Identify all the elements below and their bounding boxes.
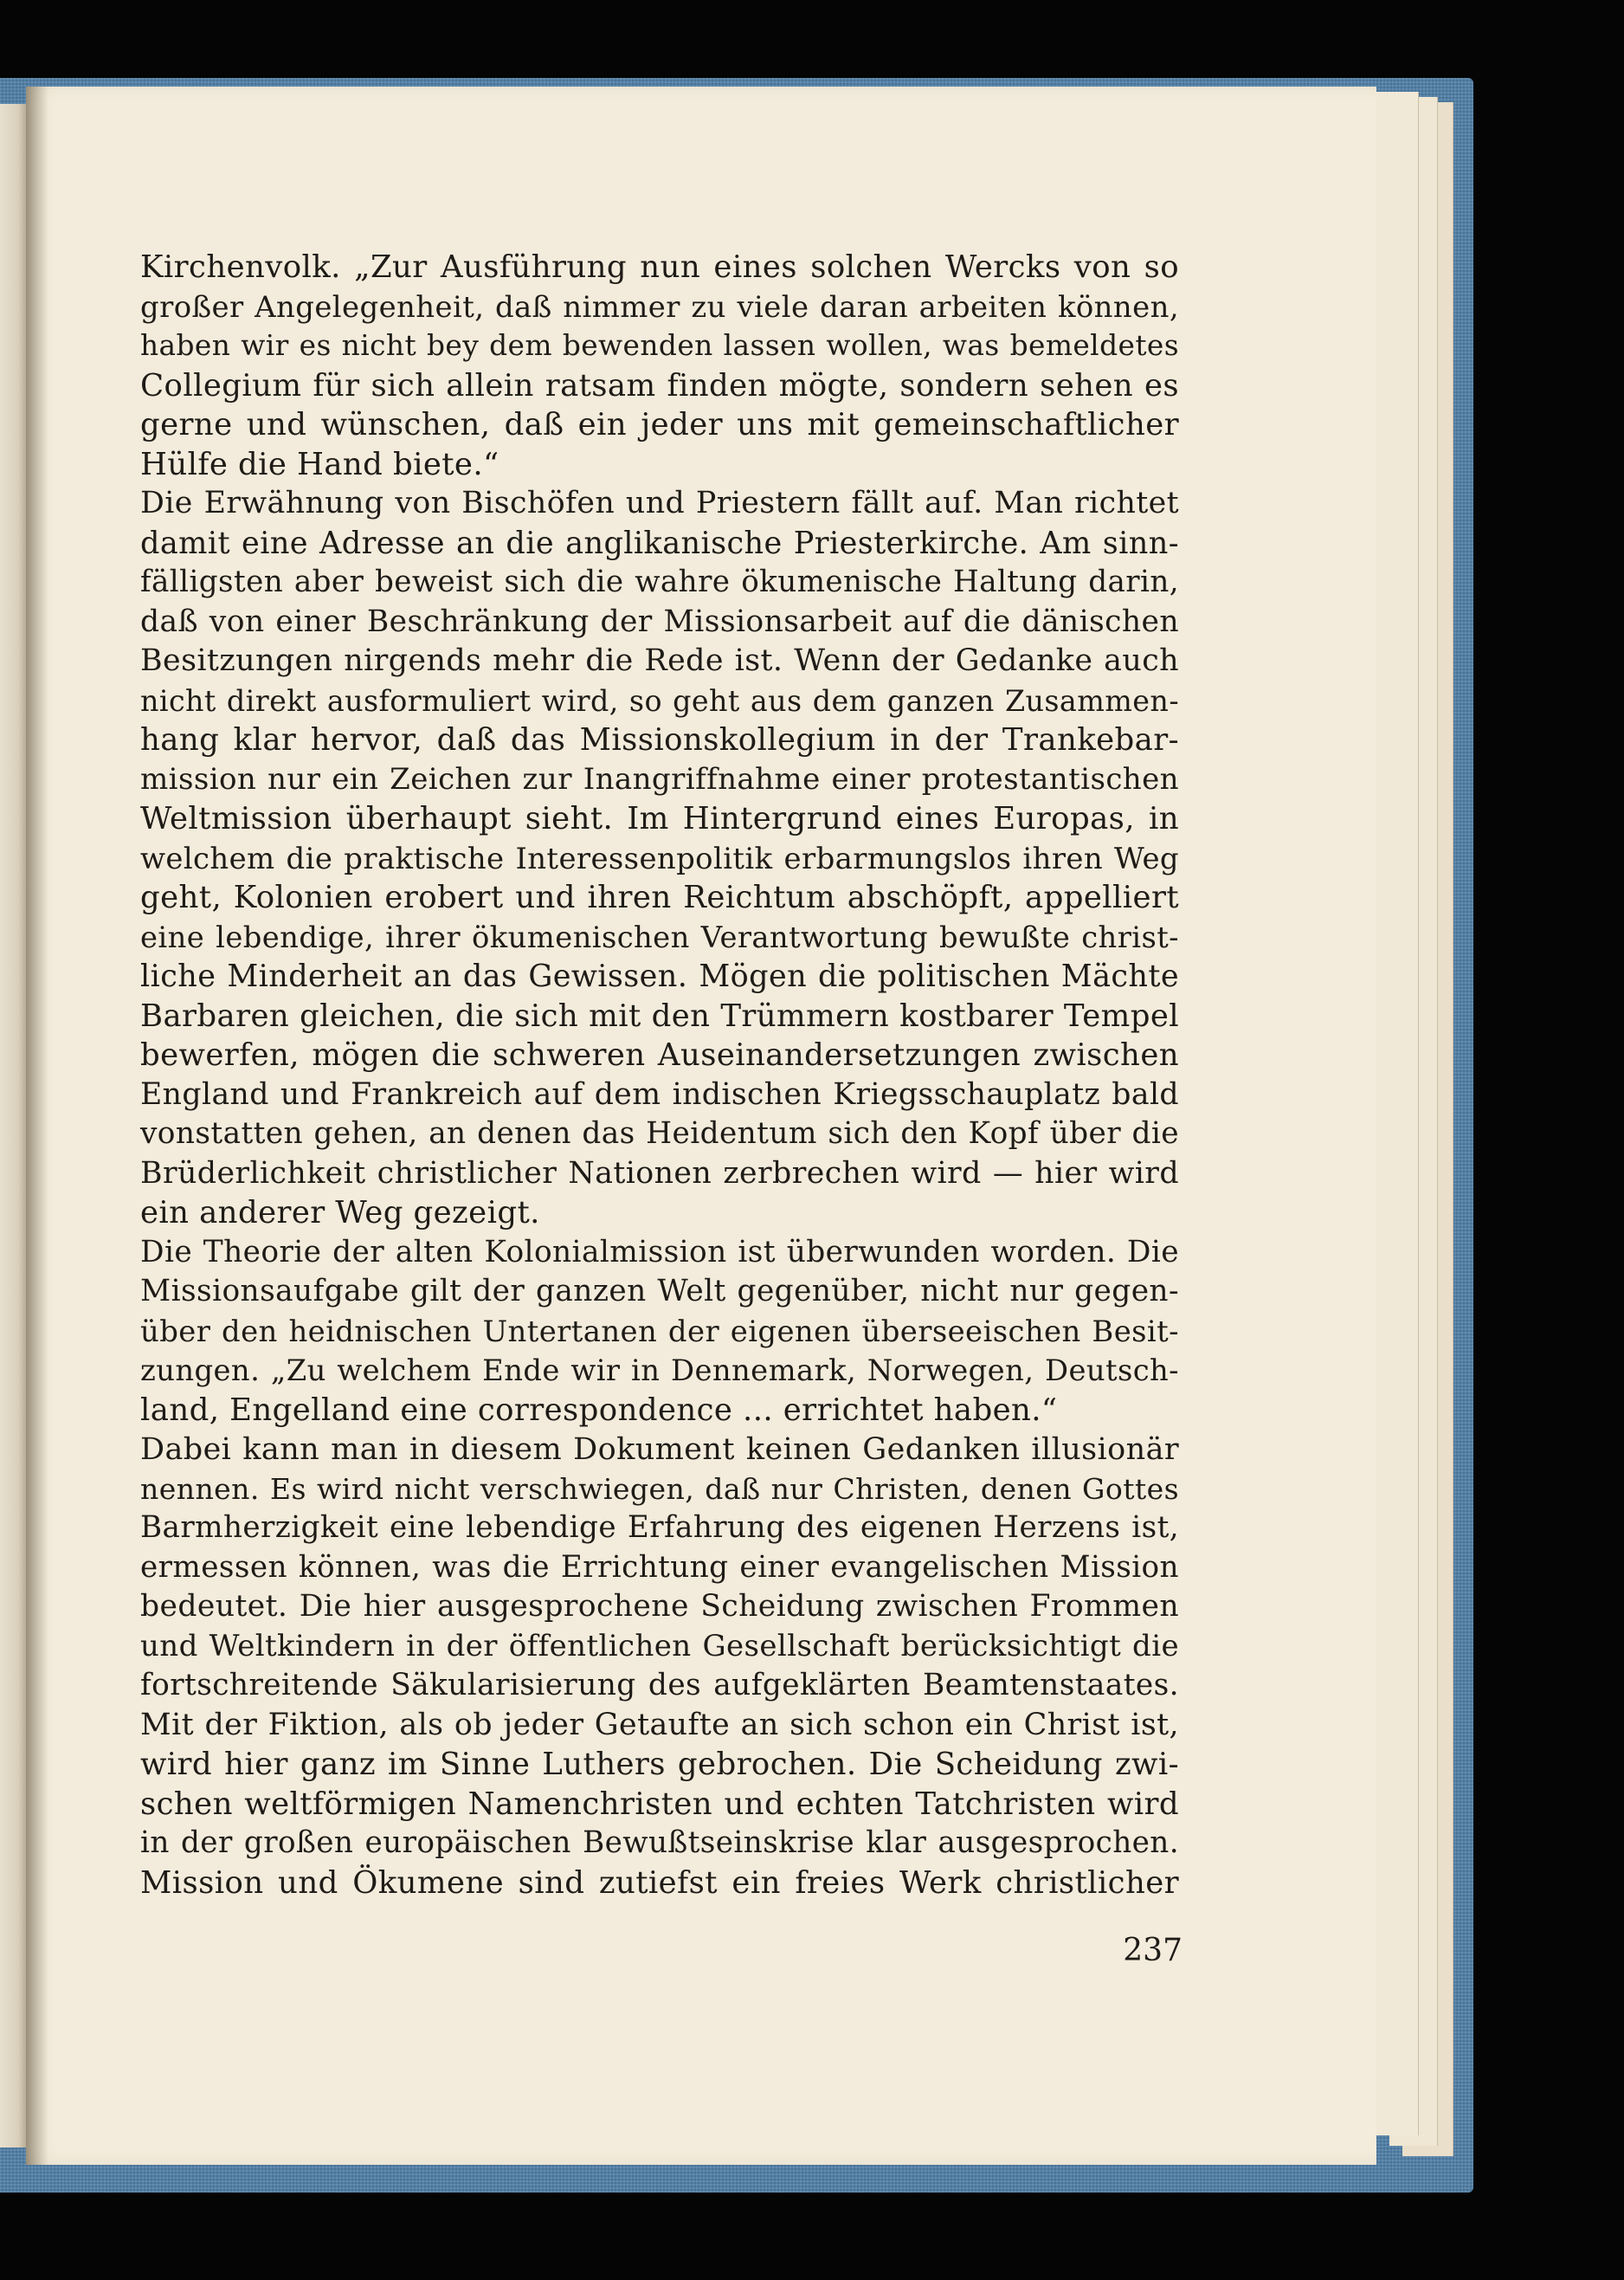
text-line: Missionsaufgabe gilt der ganzen Welt gegenüber, nicht nur gegen- — [140, 1274, 1179, 1308]
text-line: schen weltförmigen Namenchristen und echten Tatchristen wird — [140, 1786, 1179, 1822]
text-line: hang klar hervor, daß das Missionskollegium in der Trankebar- — [140, 722, 1179, 758]
page-edge — [1376, 92, 1419, 2135]
text-line: nicht direkt ausformuliert wird, so geht aus dem ganzen Zusammen- — [140, 683, 1179, 718]
text-line: vonstatten gehen, an denen das Heidentum sich den Kopf über die — [140, 1116, 1179, 1151]
text-line: über den heidnischen Untertanen der eigenen überseeischen Besit- — [140, 1314, 1179, 1348]
text-line: zungen. „Zu welchem Ende wir in Dennemark, Norwegen, Deutsch- — [140, 1353, 1179, 1387]
text-line: Weltmission überhaupt sieht. Im Hintergrund eines Europas, in — [140, 801, 1179, 836]
text-line: Hülfe die Hand biete.“ — [140, 446, 499, 482]
page-number: 237 — [1123, 1933, 1183, 1968]
text-line: wird hier ganz im Sinne Luthers gebrochen. Die Scheidung zwi- — [140, 1747, 1179, 1782]
text-line: Dabei kann man in diesem Dokument keinen Gedanken illusionär — [140, 1431, 1179, 1467]
text-line: Barbaren gleichen, die sich mit den Trümmern kostbarer Tempel — [140, 998, 1179, 1034]
text-line: bedeutet. Die hier ausgesprochene Scheidung zwischen Frommen — [140, 1589, 1179, 1624]
text-line: Die Erwähnung von Bischöfen und Priestern fällt auf. Man richtet — [140, 486, 1179, 520]
text-line: haben wir es nicht bey dem bewenden lassen wollen, was bemeldetes — [140, 329, 1179, 362]
text-line: Besitzungen nirgends mehr die Rede ist. Wenn der Gedanke auch — [140, 643, 1179, 678]
text-line: land, Engelland eine correspondence ... errichtet haben.“ — [140, 1392, 1058, 1428]
text-line: Collegium für sich allein ratsam finden mögte, sondern sehen es — [140, 367, 1179, 404]
text-line: gerne und wünschen, daß ein jeder uns mit gemeinschaftlicher — [140, 407, 1179, 442]
body-text — [140, 248, 1179, 1902]
text-line: ein anderer Weg gezeigt. — [140, 1195, 540, 1230]
text-line: fälligsten aber beweist sich die wahre ökumenische Haltung darin, — [140, 565, 1179, 599]
text-line: Brüderlichkeit christlicher Nationen zerbrechen wird — hier wird — [140, 1155, 1179, 1191]
text-line: liche Minderheit an das Gewissen. Mögen die politischen Mächte — [140, 959, 1179, 994]
text-line: bewerfen, mögen die schweren Auseinandersetzungen zwischen — [140, 1037, 1179, 1073]
text-line: England und Frankreich auf dem indischen Kriegsschauplatz bald — [140, 1076, 1179, 1112]
text-line: ermessen können, was die Errichtung einer evangelischen Mission — [140, 1549, 1179, 1585]
text-line: nennen. Es wird nicht verschwiegen, daß nur Christen, denen Gottes — [140, 1471, 1179, 1506]
text-line: welchem die praktische Interessenpolitik erbarmungslos ihren Weg — [140, 841, 1179, 875]
text-line: fortschreitende Säkularisierung des aufgeklärten Beamtenstaates. — [140, 1668, 1179, 1702]
text-line: Kirchenvolk. „Zur Ausführung nun eines solchen Wercks von so — [140, 249, 1179, 285]
text-line: mission nur ein Zeichen zur Inangriffnahme einer protestantischen — [140, 761, 1179, 797]
text-line: daß von einer Beschränkung der Missionsarbeit auf die dänischen — [140, 604, 1179, 639]
text-line: Die Theorie der alten Kolonialmission ist überwunden worden. Die — [140, 1234, 1179, 1269]
text-line: in der großen europäischen Bewußtseinskrise klar ausgesprochen. — [140, 1825, 1179, 1860]
facing-page-edge — [0, 104, 26, 2148]
text-line: geht, Kolonien erobert und ihren Reichtum abschöpft, appelliert — [140, 880, 1179, 915]
text-line: damit eine Adresse an die anglikanische Priesterkirche. Am sinn- — [140, 525, 1179, 561]
text-line: und Weltkindern in der öffentlichen Gesellschaft berücksichtigt die — [140, 1628, 1179, 1663]
text-line: Mit der Fiktion, als ob jeder Getaufte an sich schon ein Christ ist, — [140, 1707, 1179, 1742]
text-line: großer Angelegenheit, daß nimmer zu viele daran arbeiten können, — [140, 289, 1179, 324]
text-line: eine lebendige, ihrer ökumenischen Verantwortung bewußte christ- — [140, 920, 1179, 954]
text-line: Mission und Ökumene sind zutiefst ein freies Werk christlicher — [140, 1864, 1179, 1901]
gutter-shadow — [26, 87, 48, 2165]
text-line: Barmherzigkeit eine lebendige Erfahrung des eigenen Herzens ist, — [140, 1510, 1179, 1545]
